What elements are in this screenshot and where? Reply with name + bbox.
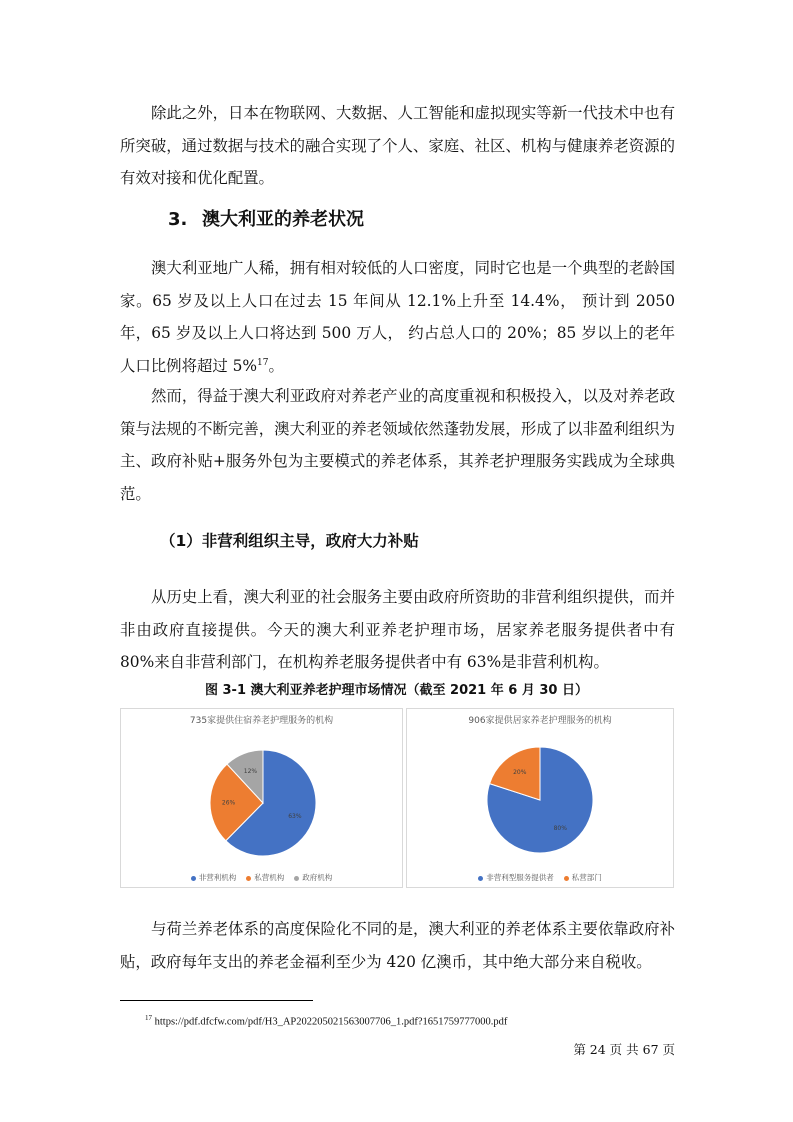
legend-swatch bbox=[294, 876, 299, 881]
section-title: 澳大利亚的养老状况 bbox=[202, 209, 364, 230]
legend-swatch bbox=[478, 876, 483, 881]
legend-swatch bbox=[191, 876, 196, 881]
page-number: 第 24 页 共 67 页 bbox=[573, 1042, 675, 1057]
legend-item bbox=[246, 872, 284, 883]
pie-chart-residential bbox=[121, 709, 404, 889]
nonprofit-paragraph: 从历史上看，澳大利亚的社会服务主要由政府所资助的非营利组织提供，而并非由政府直接提供。今天的澳大利亚养老护理市场，居家养老服务提供者中有 80%来自非营利部门，在机构养老服务提供者中有 63%是非营利机构。 bbox=[120, 588, 675, 671]
legend-label: 非营利机构 bbox=[198, 873, 237, 882]
footnote-url[interactable]: https://pdf.dfcfw.com/pdf/H3_AP202205021563007706_1.pdf?1651759777000.pdf bbox=[154, 1016, 508, 1028]
subheading-nonprofit: （1）非营利组织主导，政府大力补贴 bbox=[160, 532, 419, 550]
australia-paragraph-1 bbox=[120, 252, 675, 382]
pie-slice-label-2: 26% bbox=[221, 799, 236, 807]
australia-paragraph-1-text: 澳大利亚地广人稀，拥有相对较低的人口密度，同时它也是一个典型的老龄国家。65 岁及以上人口在过去 15 年间从 12.1%上升至 14.4%， 预计到 2050 年，65 岁及以上人口将达到 500 万人， 约占总人口的 20%；85 岁以上的老年人口比例将超过 5% bbox=[120, 259, 675, 375]
chart-legend bbox=[407, 872, 673, 883]
section-heading-australia bbox=[168, 205, 364, 235]
legend-item bbox=[294, 872, 332, 883]
chart-residential-care bbox=[120, 708, 403, 888]
footnote-mark: 17 bbox=[145, 1014, 152, 1022]
chart-title: 906家提供居家养老护理服务的机构 bbox=[468, 716, 612, 726]
legend-item bbox=[191, 872, 237, 883]
pie-slice-label-1: 80% bbox=[553, 824, 567, 832]
chart-home-care bbox=[406, 708, 674, 888]
legend-item bbox=[478, 872, 554, 883]
section-number: 3. bbox=[168, 209, 188, 230]
pie-slice-label-2: 20% bbox=[513, 769, 527, 777]
chart-legend bbox=[121, 872, 402, 883]
intro-paragraph: 除此之外，日本在物联网、大数据、人工智能和虚拟现实等新一代技术中也有所突破，通过数据与技术的融合实现了个人、家庭、社区、机构与健康养老资源的有效对接和优化配置。 bbox=[120, 104, 675, 187]
australia-paragraph-2: 然而，得益于澳大利亚政府对养老产业的高度重视和积极投入，以及对养老政策与法规的不断完善，澳大利亚的养老领域依然蓬勃发展，形成了以非盈利组织为主、政府补贴+服务外包为主要模式的养老体系，其养老护理服务实践成为全球典范。 bbox=[120, 387, 675, 503]
legend-swatch bbox=[246, 876, 251, 881]
footnote-reference[interactable]: 17 bbox=[257, 357, 269, 368]
legend-item bbox=[564, 872, 602, 883]
footnote bbox=[145, 1010, 507, 1031]
legend-label: 私营机构 bbox=[254, 873, 285, 882]
australia-paragraph-1-end: 。 bbox=[268, 356, 284, 375]
footnote-divider bbox=[120, 1000, 313, 1001]
netherlands-comparison-paragraph: 与荷兰养老体系的高度保险化不同的是，澳大利亚的养老体系主要依靠政府补贴，政府每年支出的养老金福利至少为 420 亿澳币，其中绝大部分来自税收。 bbox=[120, 920, 675, 971]
pie-slice-label-1: 63% bbox=[288, 813, 302, 821]
pie-chart-home-care bbox=[407, 709, 675, 889]
legend-label: 政府机构 bbox=[302, 873, 333, 882]
legend-swatch bbox=[564, 876, 569, 881]
legend-label: 私营部门 bbox=[571, 873, 602, 882]
chart-title: 735家提供住宿养老护理服务的机构 bbox=[189, 716, 334, 726]
pie-slice-label-3: 12% bbox=[243, 767, 258, 775]
legend-label: 非营利型服务提供者 bbox=[486, 873, 554, 882]
figure-caption: 图 3-1 澳大利亚养老护理市场情况（截至 2021 年 6 月 30 日） bbox=[204, 683, 588, 698]
